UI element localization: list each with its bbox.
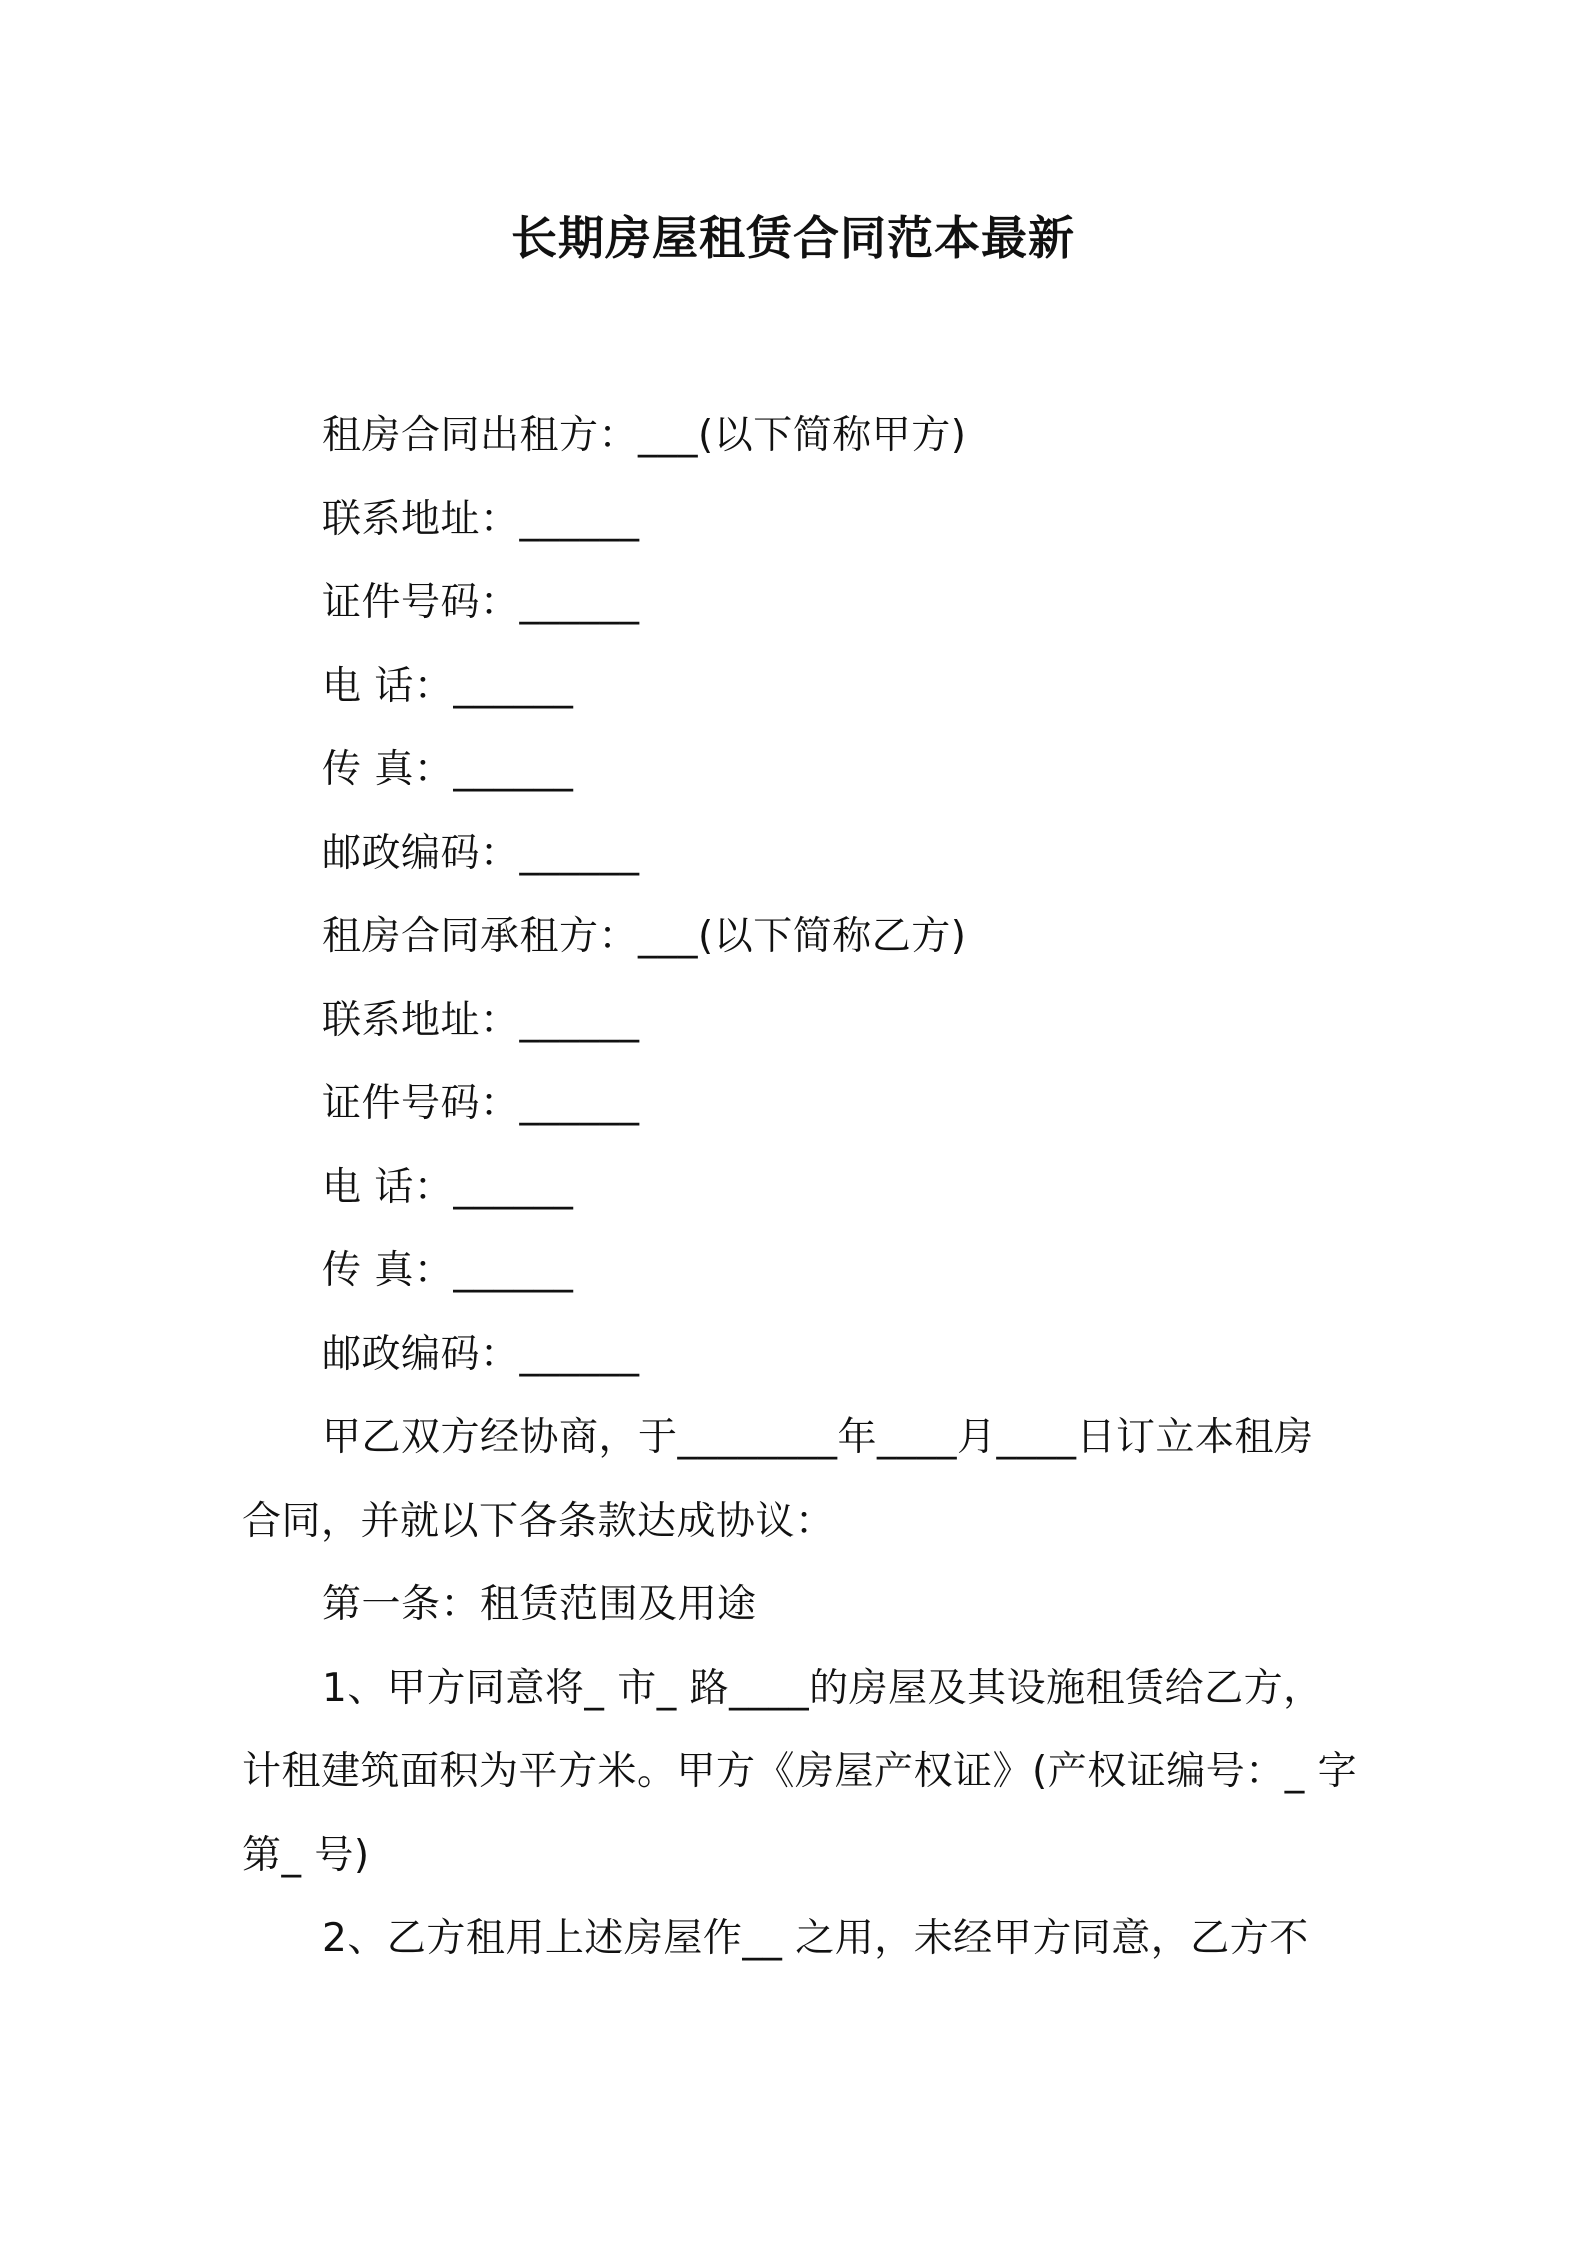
lessee-id-line: 证件号码：______ <box>322 1081 640 1126</box>
lessee-phone-line: 电 话：______ <box>322 1165 574 1210</box>
lessee-address-line: 联系地址：______ <box>322 998 640 1043</box>
lessor-fax-line: 传 真：______ <box>322 747 574 792</box>
lessee-postcode-line: 邮政编码：______ <box>322 1332 640 1377</box>
article-one-heading: 第一条：租赁范围及用途 <box>322 1582 757 1627</box>
clause-two-line-1: 2、乙方租用上述房屋作__ 之用，未经甲方同意，乙方不 <box>322 1916 1309 1961</box>
lessor-address-line: 联系地址：______ <box>322 497 640 542</box>
clause-one-line-1: 1、甲方同意将_ 市_ 路____的房屋及其设施租赁给乙方， <box>322 1666 1323 1711</box>
lessor-postcode-line: 邮政编码：______ <box>322 831 640 876</box>
lessee-line: 租房合同承租方：___(以下简称乙方) <box>322 914 967 959</box>
lessor-line: 租房合同出租方：___(以下简称甲方) <box>322 413 967 458</box>
agreement-paragraph-line-2: 合同，并就以下各条款达成协议： <box>242 1499 835 1544</box>
lessee-fax-line: 传 真：______ <box>322 1248 574 1293</box>
clause-one-line-2: 计租建筑面积为平方米。甲方《房屋产权证》(产权证编号：_ 字 <box>242 1749 1358 1794</box>
clause-one-line-3: 第_ 号) <box>242 1833 370 1878</box>
lessor-id-line: 证件号码：______ <box>322 580 640 625</box>
lessor-phone-line: 电 话：______ <box>322 664 574 709</box>
document-title: 长期房屋租赁合同范本最新 <box>511 211 1075 265</box>
agreement-paragraph-line-1: 甲乙双方经协商，于________年____月____日订立本租房 <box>322 1415 1314 1460</box>
